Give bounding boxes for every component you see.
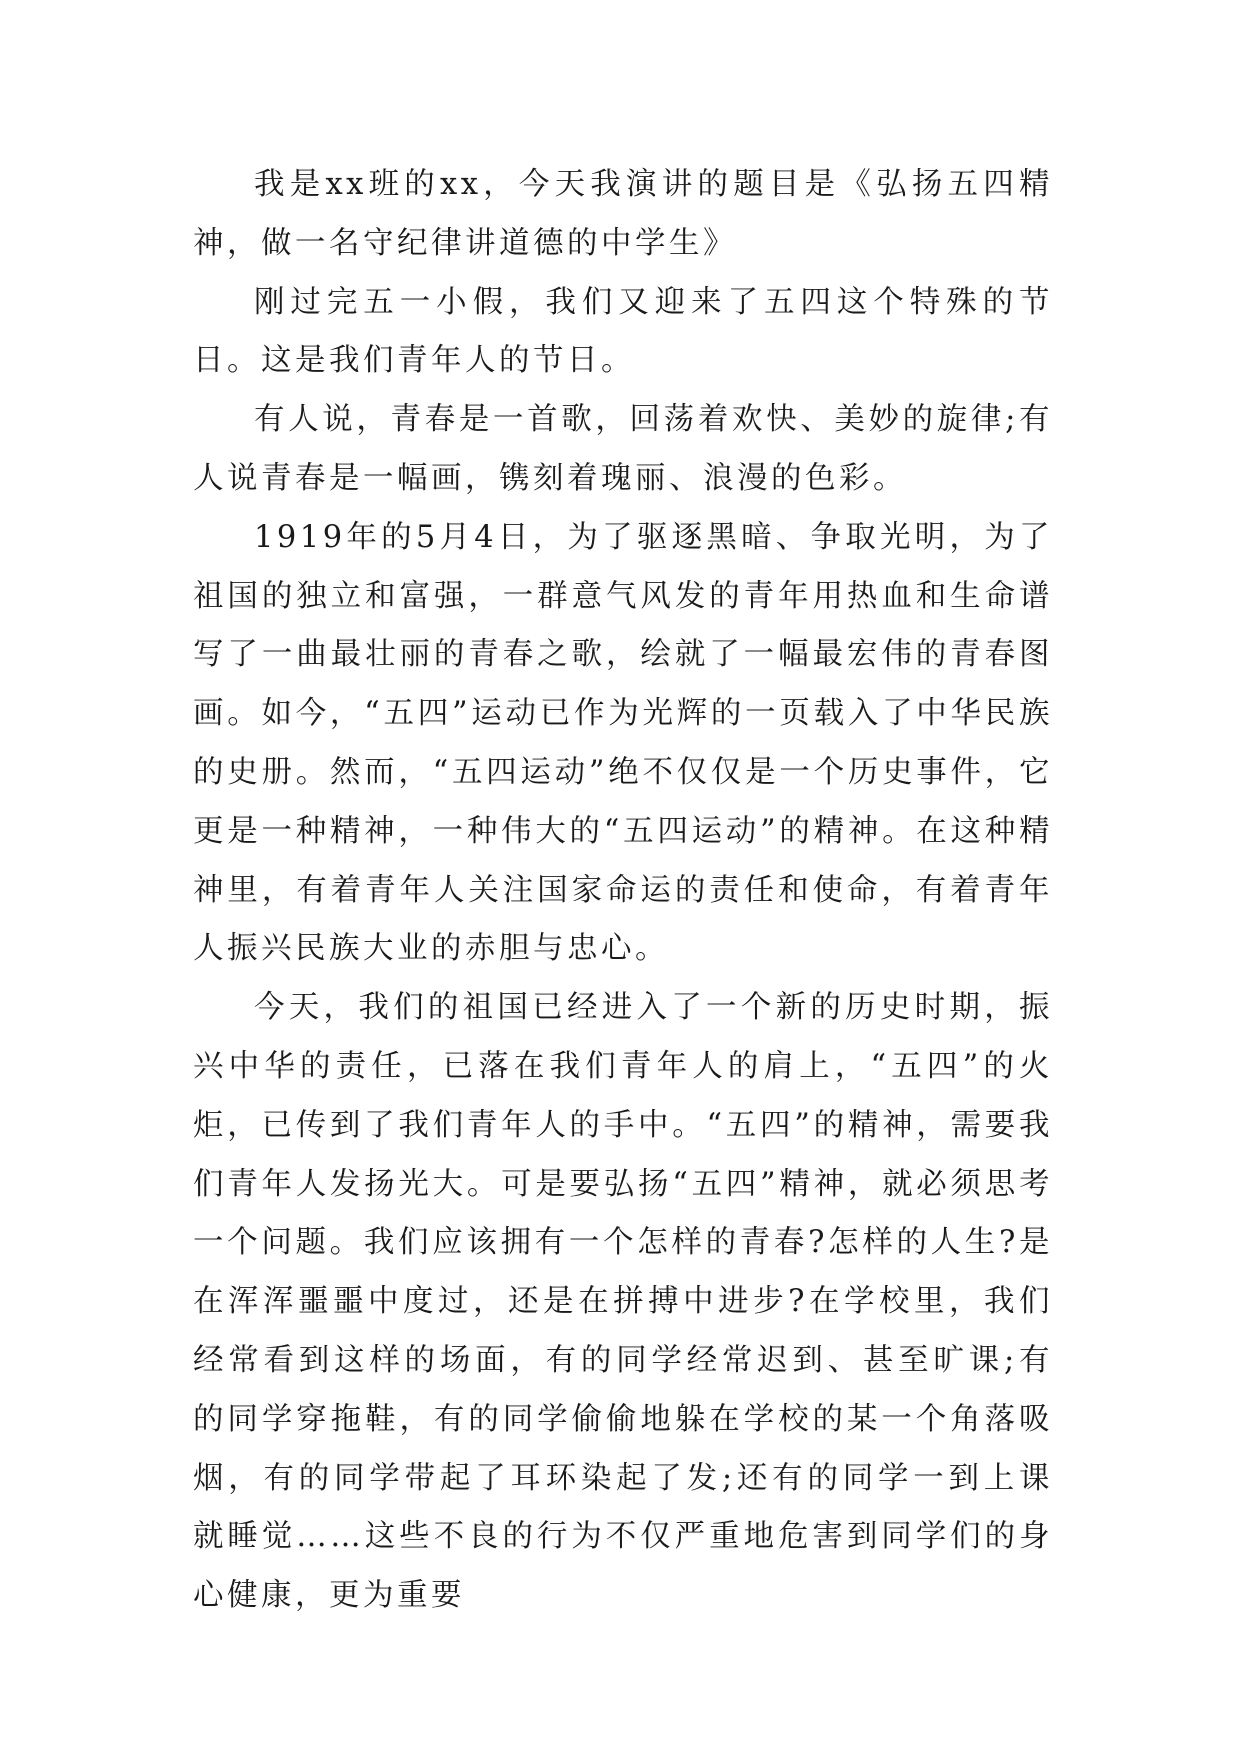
paragraph-speech-topic: 我是xx班的xx，今天我演讲的题目是《弘扬五四精神，做一名守纪律讲道德的中学生》 bbox=[193, 167, 1053, 261]
paragraph-history-1919: 1919年的5月4日，为了驱逐黑暗、争取光明，为了祖国的独立和富强，一群意气风发的青年用热血和生命谱写了一曲最壮丽的青春之歌，绘就了一幅最宏伟的青春图画。如今，“五四”运动已作为光辉的一页载入了中华民族的史册。然而，“五四运动”绝不仅仅是一个历史事件，它更是一种精神，一种伟大的“五四运动”的精神。在这种精神里，有着青年人关注国家命运的责任和使命，有着青年人振兴民族大业的赤胆与忠心。 bbox=[193, 519, 1053, 967]
document-body bbox=[193, 156, 1053, 1626]
paragraph-may-fourth-holiday: 刚过完五一小假，我们又迎来了五四这个特殊的节日。这是我们青年人的节日。 bbox=[193, 284, 1053, 379]
paragraph-today-responsibility: 今天，我们的祖国已经进入了一个新的历史时期，振兴中华的责任，已落在我们青年人的肩上，“五四”的火炬，已传到了我们青年人的手中。“五四”的精神，需要我们青年人发扬光大。可是要弘扬“五四”精神，就必须思考一个问题。我们应该拥有一个怎样的青春?怎样的人生?是在浑浑噩噩中度过，还是在拼搏中进步?在学校里，我们经常看到这样的场面，有的同学经常迟到、甚至旷课;有的同学穿拖鞋，有的同学偷偷地躲在学校的某一个角落吸烟，有的同学带起了耳环染起了发;还有的同学一到上课就睡觉……这些不良的行为不仅严重地危害到同学们的身心健康，更为重要 bbox=[193, 990, 1053, 1614]
paragraph-youth-metaphor: 有人说，青春是一首歌，回荡着欢快、美妙的旋律;有人说青春是一幅画，镌刻着瑰丽、浪漫的色彩。 bbox=[193, 402, 1053, 496]
